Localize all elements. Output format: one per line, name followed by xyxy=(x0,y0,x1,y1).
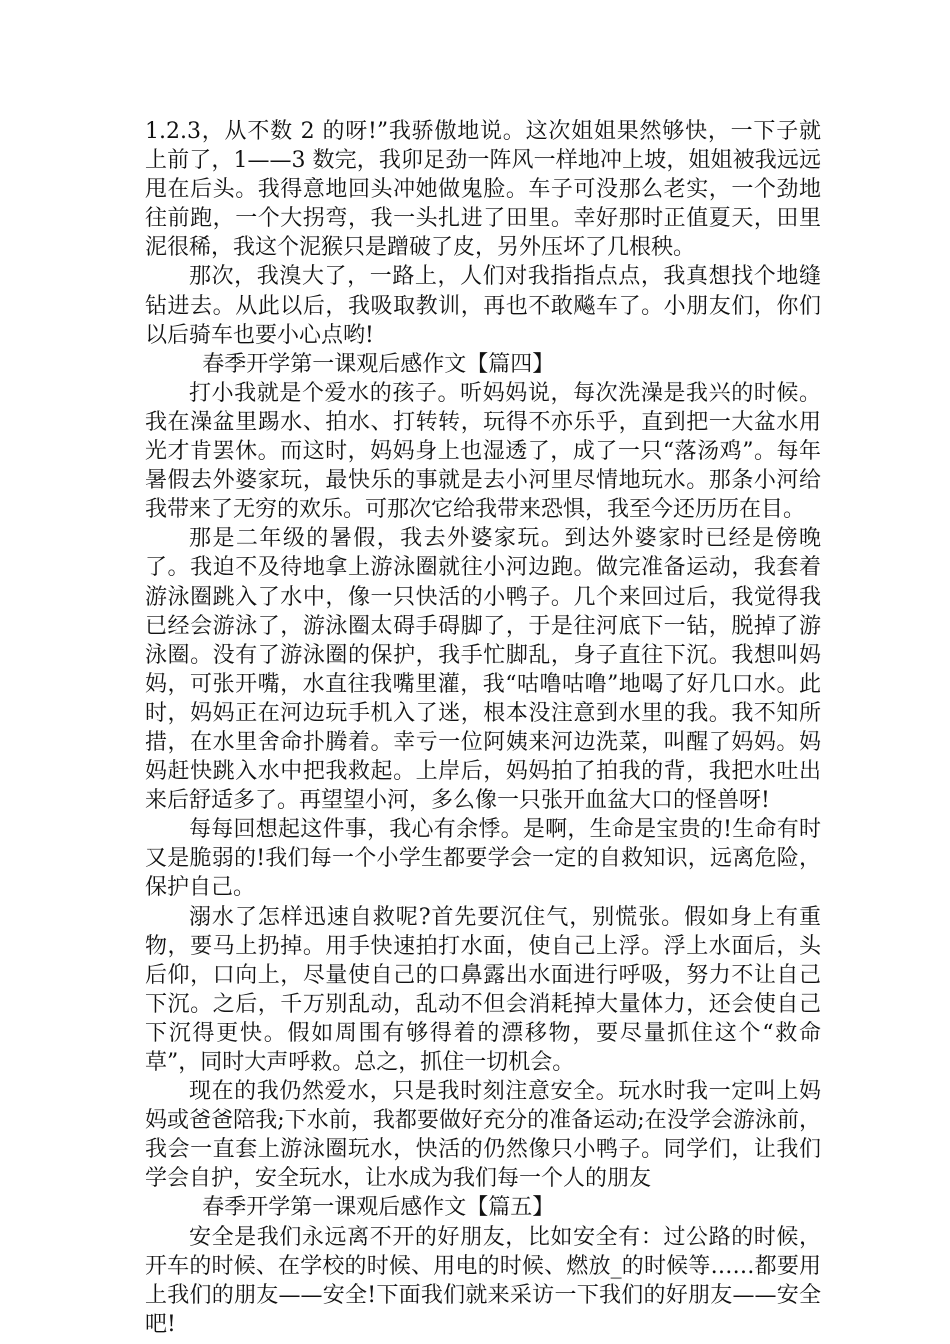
document-body xyxy=(145,117,821,1339)
paragraph: 安全是我们永远离不开的好朋友，比如安全有：过公路的时候，开车的时候、在学校的时候、用电的时候、燃放_的时候等……都要用上我们的朋友——安全!下面我们就来采访一下我们的好朋友——安全吧! xyxy=(145,1224,821,1337)
paragraph: 溺水了怎样迅速自救呢?首先要沉住气，别慌张。假如身上有重物，要马上扔掉。用手快速拍打水面，使自己上浮。浮上水面后，头后仰，口向上，尽量使自己的口鼻露出水面进行呼吸，努力不让自己下沉。之后，千万别乱动，乱动不但会消耗掉大量体力，还会使自己下沉得更快。假如周围有够得着的漂移物，要尽量抓住这个“救命草”，同时大声呼救。总之，抓住一切机会。 xyxy=(145,904,821,1075)
paragraph-continuation: 1.2.3，从不数 2 的呀!”我骄傲地说。这次姐姐果然够快，一下子就上前了，1——3 数完，我卯足劲一阵风一样地冲上坡，姐姐被我远远甩在后头。我得意地回头冲她做鬼脸。车子可没那么老实，一个劲地往前跑，一个大拐弯，我一头扎进了田里。幸好那时正值夏天，田里泥很稀，我这个泥猴只是蹭破了皮，另外压坏了几根秧。 xyxy=(145,119,821,261)
section-heading-4: 春季开学第一课观后感作文【篇四】 xyxy=(202,351,555,377)
paragraph: 打小我就是个爱水的孩子。听妈妈说，每次洗澡是我兴的时候。我在澡盆里踢水、拍水、打转转，玩得不亦乐乎，直到把一大盆水用光才肯罢休。而这时，妈妈身上也湿透了，成了一只“落汤鸡”。每年暑假去外婆家玩，最快乐的事就是去小河里尽情地玩水。那条小河给我带来了无穷的欢乐。可那次它给我带来恐惧，我至今还历历在目。 xyxy=(145,380,821,523)
paragraph: 每每回想起这件事，我心有余悸。是啊，生命是宝贵的!生命有时又是脆弱的!我们每一个小学生都要学会一定的自救知识，远离危险，保护自己。 xyxy=(145,817,821,901)
section-heading-5: 春季开学第一课观后感作文【篇五】 xyxy=(202,1195,555,1221)
paragraph: 那次，我溴大了，一路上，人们对我指指点点，我真想找个地缝钻进去。从此以后，我吸取教训，再也不敢飚车了。小朋友们，你们以后骑车也要小心点哟! xyxy=(145,264,821,348)
paragraph: 那是二年级的暑假，我去外婆家玩。到达外婆家时已经是傍晚了。我迫不及待地拿上游泳圈就往小河边跑。做完准备运动，我套着游泳圈跳入了水中，像一只快活的小鸭子。几个来回过后，我觉得我已经会游泳了，游泳圈太碍手碍脚了，于是往河底下一钻，脱掉了游泳圈。没有了游泳圈的保护，我手忙脚乱，身子直往下沉。我想叫妈妈，可张开嘴，水直往我嘴里灌，我“咕噜咕噜”地喝了好几口水。此时，妈妈正在河边玩手机入了迷，根本没注意到水里的我。我不知所措，在水里舍命扑腾着。幸亏一位阿姨来河边洗菜，叫醒了妈妈。妈妈赶快跳入水中把我救起。上岸后，妈妈拍了拍我的背，我把水吐出来后舒适多了。再望望小河，多么像一只张开血盆大口的怪兽呀! xyxy=(145,526,821,814)
paragraph: 现在的我仍然爱水，只是我时刻注意安全。玩水时我一定叫上妈妈或爸爸陪我;下水前，我都要做好充分的准备运动;在没学会游泳前，我会一直套上游泳圈玩水，快活的仍然像只小鸭子。同学们，让我们学会自护，安全玩水，让水成为我们每一个人的朋友 xyxy=(145,1079,821,1192)
